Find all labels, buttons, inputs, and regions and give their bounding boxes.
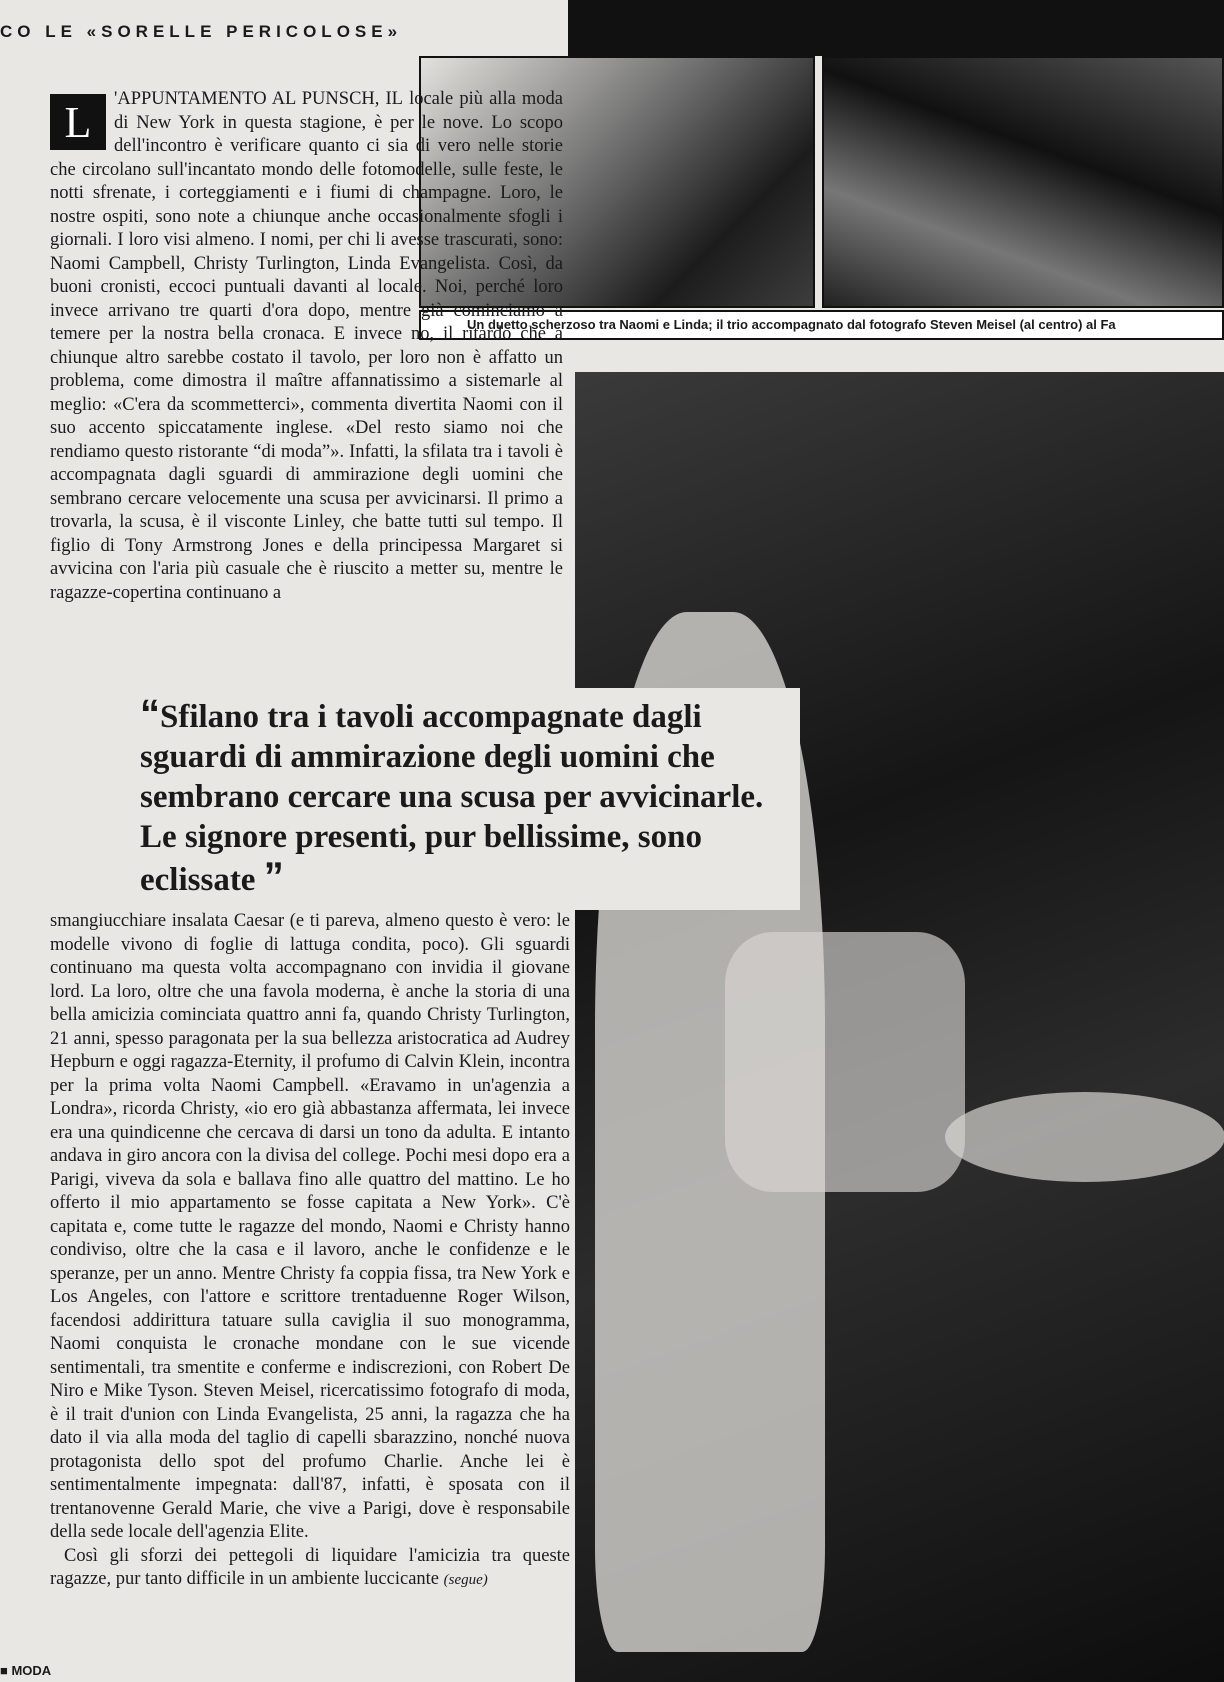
main-photo (575, 372, 1224, 1682)
quote-open-mark: “ (140, 692, 160, 736)
article-column-top (50, 88, 563, 605)
quote-close-mark: ” (263, 855, 284, 899)
photo-caption: Un duetto scherzoso tra Naomi e Linda; il trio accompagnato dal fotografo Steven Meisel (al centro) al Fa (467, 317, 1116, 332)
paragraph-3 (50, 1545, 570, 1593)
paragraph-1 (50, 88, 563, 605)
lead-in: 'APPUNTAMENTO AL PUNSCH, IL (114, 89, 403, 109)
page-header: CO LE «SORELLE PERICOLOSE» (0, 22, 403, 41)
photo-trio-meisel (822, 56, 1224, 308)
paragraph-2: smangiucchiare insalata Caesar (e ti pareva, almeno questo è vero: le modelle vivono di foglie di lattuga condita, poco). Gli sguardi continuano ma questa volta accompagnano con invidia il giovane lord. La loro, oltre che una favola moderna, è anche la storia di una bella amicizia cominciata quattro anni fa, quando Christy Turlington, 21 anni, spesso paragonata per la sua bellezza aristocratica ad Audrey Hepburn e oggi ragazza-Eternity, il profumo di Calvin Klein, incontra per la prima volta Naomi Campbell. «Eravamo in un'agenzia a Londra», ricorda Christy, «io ero già abbastanza affermata, lei invece era una quindicenne che cercava di darsi un tono da adulta. E intanto andava in giro ancora con la divisa del college. Pochi mesi dopo era a Parigi, viveva da sola e ballava fino alle quattro del mattino. Le ho offerto il mio appartamento se fosse capitata a New York». C'è capitata e, come tutte le ragazze del mondo, Naomi e Christy hanno condiviso, oltre che la casa e il lavoro, anche le confidenze e le speranze, per un anno. Mentre Christy fa coppia fissa, tra New York e Los Angeles, con l'attore e scrittore trentaduenne Roger Wilson, facendosi addirittura tatuare sulla caviglia il suo monogramma, Naomi conquista le cronache mondane con le sue vicende sentimentali, tra smentite e conferme e indiscrezioni, con Robert De Niro e Mike Tyson. Steven Meisel, ricercatissimo fotografo di moda, è il trait d'union con Linda Evangelista, 25 anni, la ragazza che ha dato il via alla moda del taglio di capelli sbarazzino, nonché nuova protagonista dello spot del profumo Charlie. Anche lei è sentimentalmente impegnata: dall'87, infatti, è sposata con il trentanovenne Gerald Marie, che vive a Parigi, dove è responsabile della sede locale dell'agenzia Elite. (50, 911, 570, 1542)
pull-quote (140, 688, 800, 910)
top-black-bar (568, 0, 1224, 56)
footer-section-label: ■ MODA (0, 1663, 52, 1678)
segue-note: (segue) (443, 1572, 488, 1588)
article-column-bottom (50, 910, 570, 1593)
drop-cap: L (50, 94, 106, 150)
section-name: MODA (11, 1663, 52, 1678)
pull-quote-text: Sfilano tra i tavoli accompagnate dagli sguardi di ammirazione degli uomini che sembrano cercare una scusa per avvicinarle. Le signore presenti, pur bellissime, sono eclissate (140, 699, 764, 898)
paragraph-3-text: Così gli sforzi dei pettegoli di liquidare l'amicizia tra queste ragazze, pur tanto difficile in un ambiente luccicante (50, 1545, 570, 1589)
paragraph-1-text: locale più alla moda di New York in questa stagione, è per le nove. Lo scopo dell'incontro è verificare quanto ci sia di vero nelle storie che circolano sull'incantato mondo delle fotomodelle, sulle feste, le notti sfrenate, i corteggiamenti e i fiumi di champagne. Loro, le nostre ospiti, sono note a chiunque anche occasionalmente sfogli i giornali. I loro visi almeno. I nomi, per chi li avesse trascurati, sono: Naomi Campbell, Christy Turlington, Linda Evangelista. Così, da buoni cronisti, eccoci puntuali davanti al locale. Noi, perché loro invece arrivano tre quarti d'ora dopo, mentre già cominciamo a temere per la nostra bella cronaca. E invece no, il ritardo che a chiunque altro sarebbe costato il tavolo, per loro non è affatto un problema, come dimostra il maître affannatissimo a sistemarle al meglio: «C'era da scommetterci», commenta divertita Naomi con il suo accento spiccatamente inglese. «Del resto siamo noi che rendiamo questo ristorante “di moda”». Infatti, la sfilata tra i tavoli è accompagnata dagli sguardi di ammirazione degli uomini che sembrano cercare velocemente una scusa per avvicinarsi. Il primo a trovarla, la scusa, è il visconte Linley, che batte tutti sul tempo. Il figlio di Tony Armstrong Jones e della principessa Margaret si avvicina con l'aria più casuale che è riuscito a metter su, mentre le ragazze-copertina continuano a (50, 89, 563, 603)
